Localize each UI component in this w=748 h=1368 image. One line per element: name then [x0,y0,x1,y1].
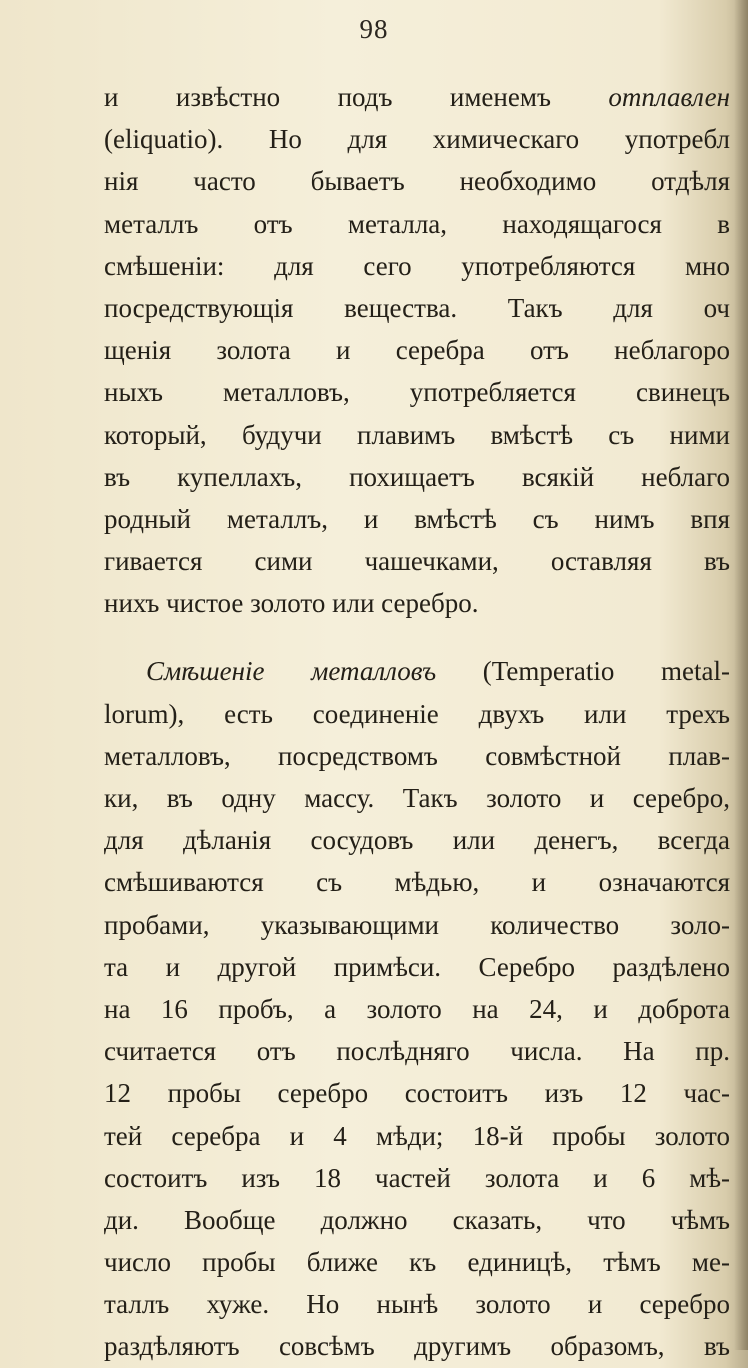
text-line [104,1199,730,1241]
text-line [104,988,730,1030]
text-line [104,1157,730,1199]
line-text: для дѣланія сосудовъ или денегъ, всегда [104,825,730,856]
text-line [104,118,730,160]
line-text: 12 пробы серебро состоитъ изъ 12 час- [104,1078,730,1109]
line-text: гивается сими чашечками, оставляя въ [104,546,730,577]
text-line [104,582,730,624]
text-line [104,498,730,540]
paragraph-alloying [104,650,730,1367]
text-line [104,1325,730,1367]
text-line [104,777,730,819]
line-text: та и другой примѣси. Серебро раздѣлено [104,951,730,982]
line-text: тей серебра и 4 мѣди; 18-й пробы золото [104,1120,730,1151]
italic-term: Смѣшеніе металловъ [146,656,437,687]
text-line [104,203,730,245]
line-text: смѣшиваются съ мѣдью, и означаются [104,867,730,898]
paragraph-eliquation [104,76,730,624]
text-line [104,693,730,735]
line-text: металловъ, посредствомъ совмѣстной плав- [104,740,730,771]
line-text: въ купеллахъ, похищаетъ всякій неблаго [104,461,730,492]
italic-term: отплавлен [608,82,730,112]
line-text: нія часто бываетъ необходимо отдѣля [104,166,730,197]
line-text: пробами, указывающими количество золо- [104,909,730,940]
line-text: считается отъ послѣдняго числа. На пр. [104,1036,730,1067]
text-line [104,414,730,456]
line-text: смѣшеніи: для сего употребляются мно [104,250,730,281]
page-edge-shadow [734,0,748,1350]
page-number: 98 [359,14,389,44]
line-text: посредствующія вещества. Такъ для оч [104,292,730,323]
text-line [104,287,730,329]
text-line [104,946,730,988]
line-text: ди. Вообще должно сказать, что чѣмъ [104,1204,730,1235]
line-text: который, будучи плавимъ вмѣстѣ съ ними [104,419,730,450]
text-line [104,245,730,287]
line-text: раздѣляютъ совсѣмъ другимъ образомъ, въ [104,1331,730,1362]
text-line [104,1030,730,1072]
text-line [104,456,730,498]
line-text: (eliquatio). Но для химическаго употребл [104,124,730,155]
line-text: число пробы ближе къ единицѣ, тѣмъ ме- [104,1247,730,1278]
line-text: родный металлъ, и вмѣстѣ съ нимъ впя [104,503,730,534]
text-line [104,650,730,692]
text-line [104,540,730,582]
text-line [104,904,730,946]
text-line [104,160,730,202]
line-text: состоитъ изъ 18 частей золота и 6 мѣ- [104,1162,730,1193]
line-text: (Temperatio metal- [436,656,730,687]
line-text: щенія золота и серебра отъ неблагоро [104,335,730,366]
line-text: ки, въ одну массу. Такъ золото и серебро, [104,783,730,813]
line-text: lorum), есть соединеніе двухъ или трехъ [104,698,730,729]
line-text: и извѣстно подъ именемъ [104,82,609,112]
text-line [104,819,730,861]
text-line [104,1283,730,1325]
text-line [104,735,730,777]
text-line [104,76,730,118]
text-block [104,76,730,1368]
text-line [104,371,730,413]
line-text: нихъ чистое золото или серебро. [104,588,479,619]
paragraph-gap [104,624,730,650]
text-line [104,861,730,903]
line-text: таллъ хуже. Но нынѣ золото и серебро [104,1289,730,1320]
line-text: ныхъ металловъ, употребляется свинецъ [104,377,730,408]
line-text: металлъ отъ металла, находящагося в [104,208,730,239]
line-text: на 16 пробъ, а золото на 24, и доброта [104,993,730,1024]
text-line [104,329,730,371]
text-line [104,1072,730,1114]
text-line [104,1241,730,1283]
text-line [104,1115,730,1157]
